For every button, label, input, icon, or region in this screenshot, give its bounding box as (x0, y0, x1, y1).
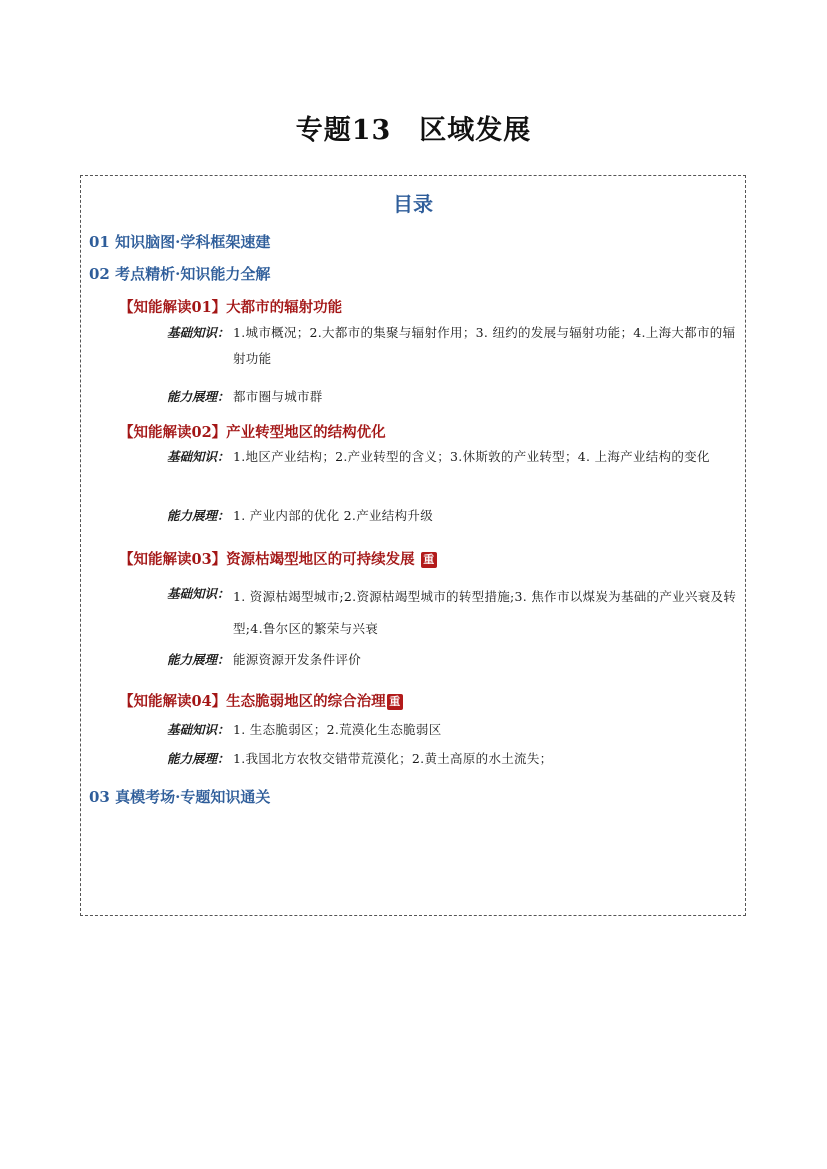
basic-knowledge-text: 1.地区产业结构；2.产业转型的含义；3.休斯敦的产业转型；4. 上海产业结构的变化 (233, 449, 710, 464)
toc-unit-02-basic (167, 444, 741, 470)
ability-text: 1. 产业内部的优化 2.产业结构升级 (233, 508, 433, 523)
ability-label: 能力展理： (167, 751, 230, 766)
basic-knowledge-label: 基础知识： (167, 449, 230, 464)
toc-unit-02-ability (167, 503, 741, 529)
toc-unit-01[interactable] (119, 296, 342, 317)
toc-unit-02-title: 【知能解读02】产业转型地区的结构优化 (119, 424, 386, 441)
basic-knowledge-label: 基础知识： (167, 325, 230, 340)
ability-label: 能力展理： (167, 508, 230, 523)
basic-knowledge-label: 基础知识： (167, 586, 230, 601)
toc-unit-03[interactable] (119, 548, 437, 569)
toc-unit-04-ability (167, 746, 741, 772)
toc-unit-01-title: 【知能解读01】大都市的辐射功能 (119, 299, 343, 316)
basic-knowledge-text: 1.城市概况；2.大都市的集聚与辐射作用；3. 纽约的发展与辐射功能；4.上海大都市的辐射功能 (233, 325, 736, 366)
basic-knowledge-text: 1. 生态脆弱区；2.荒漠化生态脆弱区 (233, 722, 442, 737)
toc-unit-03-ability (167, 647, 741, 673)
toc-unit-04[interactable] (119, 690, 403, 711)
toc-section-02[interactable]: 02 考点精析·知识能力全解 (89, 265, 271, 283)
toc-unit-04-basic (167, 717, 741, 743)
toc-unit-04-title: 【知能解读04】生态脆弱地区的综合治理 (119, 693, 386, 710)
toc-unit-01-basic (167, 320, 741, 372)
toc-unit-02[interactable] (119, 421, 386, 442)
toc-unit-03-title: 【知能解读03】资源枯竭型地区的可持续发展 (119, 551, 415, 568)
key-point-badge-icon: 重 (387, 694, 403, 710)
ability-text: 都市圈与城市群 (233, 389, 323, 404)
toc-section-03[interactable]: 03 真模考场·专题知识通关 (89, 788, 271, 806)
key-point-badge-icon: 重 (421, 552, 437, 568)
table-of-contents (80, 175, 746, 916)
ability-label: 能力展理： (167, 389, 230, 404)
toc-heading: 目录 (393, 192, 433, 216)
ability-text: 能源资源开发条件评价 (233, 652, 362, 667)
toc-unit-03-basic (167, 581, 741, 645)
toc-unit-01-ability (167, 384, 741, 410)
basic-knowledge-text: 1. 资源枯竭型城市;2.资源枯竭型城市的转型措施;3. 焦作市以煤炭为基础的产业兴衰及转型;4.鲁尔区的繁荣与兴衰 (233, 589, 737, 636)
basic-knowledge-label: 基础知识： (167, 722, 230, 737)
page-title: 专题13 区域发展 (295, 115, 532, 146)
ability-text: 1.我国北方农牧交错带荒漠化；2.黄土高原的水土流失； (233, 751, 553, 766)
toc-section-01[interactable]: 01 知识脑图·学科框架速建 (89, 233, 271, 251)
ability-label: 能力展理： (167, 652, 230, 667)
